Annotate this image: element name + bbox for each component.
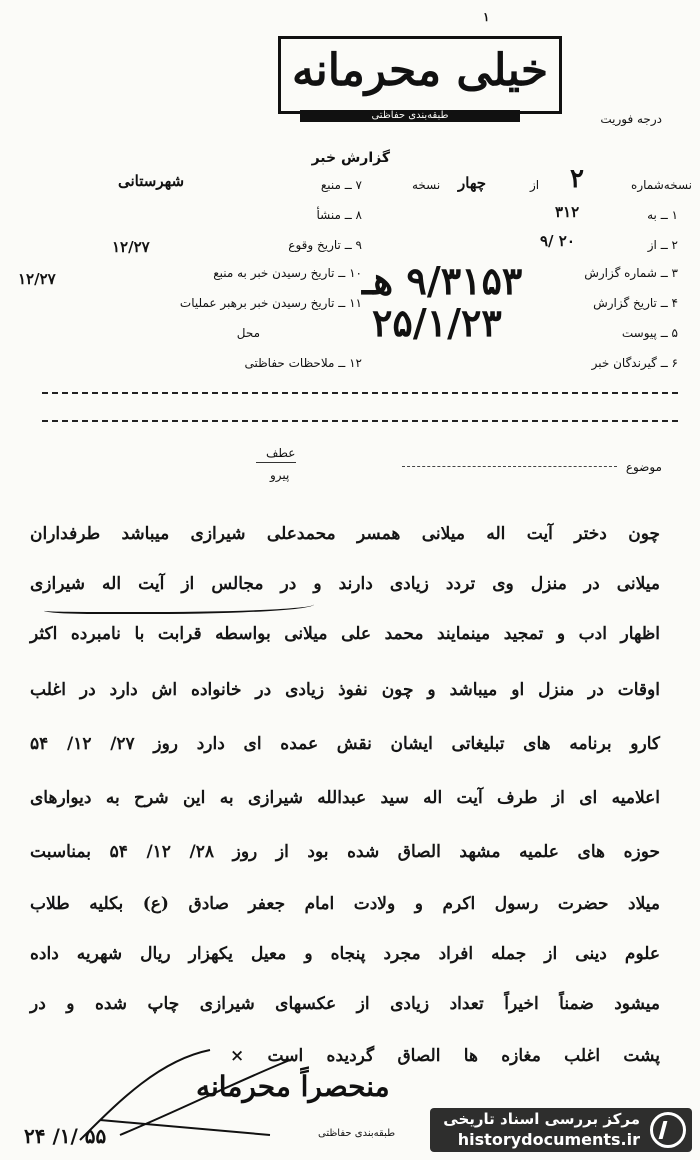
subject-label: موضوع <box>625 460 662 474</box>
reference-divider <box>256 462 296 463</box>
copy-total-value: چهار <box>458 174 487 192</box>
from-label: ۲ ــ از <box>647 238 678 252</box>
source-label: ۷ ــ منبع <box>320 178 362 192</box>
body-line-6: اعلامیه ای از طرف آیت اله سید عبدالله شیرازی به این شرح به دیوارهای <box>30 788 660 808</box>
reference-label: عطف <box>266 446 296 460</box>
watermark-title: مرکز بررسی اسناد تاریخی <box>443 1110 640 1128</box>
urgency-label: درجه فوریت <box>600 112 662 126</box>
copy-of-label: از <box>530 178 540 192</box>
watermark-badge <box>430 1108 692 1152</box>
body-line-9: علوم دینی از جمله افراد مجرد پنجاه و معیل یکهزار ریال شهریه داده <box>30 944 660 964</box>
separator-line-2 <box>42 420 678 422</box>
watermark-url: historydocuments.ir <box>457 1130 640 1149</box>
security-notes-label: ۱۲ ــ ملاحظات حفاظتی <box>244 356 362 370</box>
body-line-7: حوزه های علمیه مشهد الصاق شده بود از روز ۲۸/ ۱۲/ ۵۴ بمناسبت <box>30 842 660 862</box>
body-line-2: میلانی در منزل وی تردد زیادی دارند و در مجالس از آیت اله شیرازی <box>30 574 660 594</box>
to-value: ۳۱۲ <box>555 203 580 221</box>
stamp-subtitle: طبقه‌بندی حفاظتی <box>300 110 520 122</box>
body-line-8: میلاد حضرت رسول اکرم و ولادت امام جعفر صادق (ع) بکلیه طلاب <box>30 894 660 914</box>
footer-signature-stamp: منحصراً محرمانه <box>196 1070 390 1103</box>
report-date-label: ۴ ــ تاریخ گزارش <box>593 296 678 310</box>
subject-line <box>402 466 617 467</box>
source-receipt-date-label: ۱۰ ــ تاریخ رسیدن خبر به منبع <box>213 266 362 280</box>
stamp-text: خیلی محرمانه <box>291 45 549 96</box>
report-number-handwritten: ۹/۳۱۵۳ هـ <box>362 258 523 303</box>
copy-number-label: نسخه‌شماره <box>631 178 692 192</box>
separator-line-1 <box>42 392 678 394</box>
to-label: ۱ ــ به <box>647 208 678 222</box>
watermark-logo-icon <box>650 1112 686 1148</box>
body-line-3: اظهار ادب و تمجید مینمایند محمد علی میلانی بواسطه قرابت با نامبرده اکثر <box>30 624 660 644</box>
footer-date: ۲۴ /۱/ ۵۵ <box>24 1124 107 1148</box>
copy-suffix-label: نسخه <box>412 178 441 192</box>
follow-up-label: پیرو <box>270 468 290 482</box>
occurrence-date-label: ۹ ــ تاریخ وقوع <box>288 238 362 252</box>
source-receipt-date-value: ۱۲/۲۷ <box>18 270 56 288</box>
origin-label: ۸ ــ منشأ <box>316 208 362 222</box>
body-line-1: چون دختر آیت اله میلانی همسر محمدعلی شیرازی میباشد طرفداران <box>30 524 660 544</box>
stamp-index: ۱ <box>483 10 490 24</box>
recipients-label: ۶ ــ گیرندگان خبر <box>591 356 678 370</box>
place-label: محل <box>236 326 260 340</box>
classification-stamp <box>278 36 562 114</box>
copy-number-value: ۲ <box>570 164 584 194</box>
body-line-10: میشود ضمناً اخیراً تعداد زیادی از عکسهای شیرازی چاپ شده و در <box>30 994 660 1014</box>
attachment-label: ۵ ــ پیوست <box>621 326 678 340</box>
body-line-4: اوقات در منزل او میباشد و چون نفوذ زیادی در خانواده اش دارد در اغلب <box>30 680 660 700</box>
source-value: شهرستانی <box>118 172 185 190</box>
footer-subtitle: طبقه‌بندی حفاظتی <box>318 1128 396 1139</box>
report-date-handwritten: ۲۵/۱/۲۳ <box>372 300 502 345</box>
ops-receipt-date-label: ۱۱ ــ تاریخ رسیدن خبر برهبر عملیات <box>179 296 362 310</box>
report-number-label: ۳ ــ شماره گزارش <box>584 266 678 280</box>
report-title: گزارش خبر <box>311 150 390 166</box>
from-value: ۹/ ۲۰ <box>540 232 575 250</box>
handwritten-underline <box>44 598 314 614</box>
occurrence-date-value: ۱۲/۲۷ <box>112 238 150 256</box>
body-line-5: کارو برنامه های تبلیغاتی ایشان نقش عمده ای دارد روز ۲۷/ ۱۲/ ۵۴ <box>30 734 660 754</box>
body-line-11: پشت اغلب مغازه ها الصاق گردیده است × <box>230 1046 660 1066</box>
